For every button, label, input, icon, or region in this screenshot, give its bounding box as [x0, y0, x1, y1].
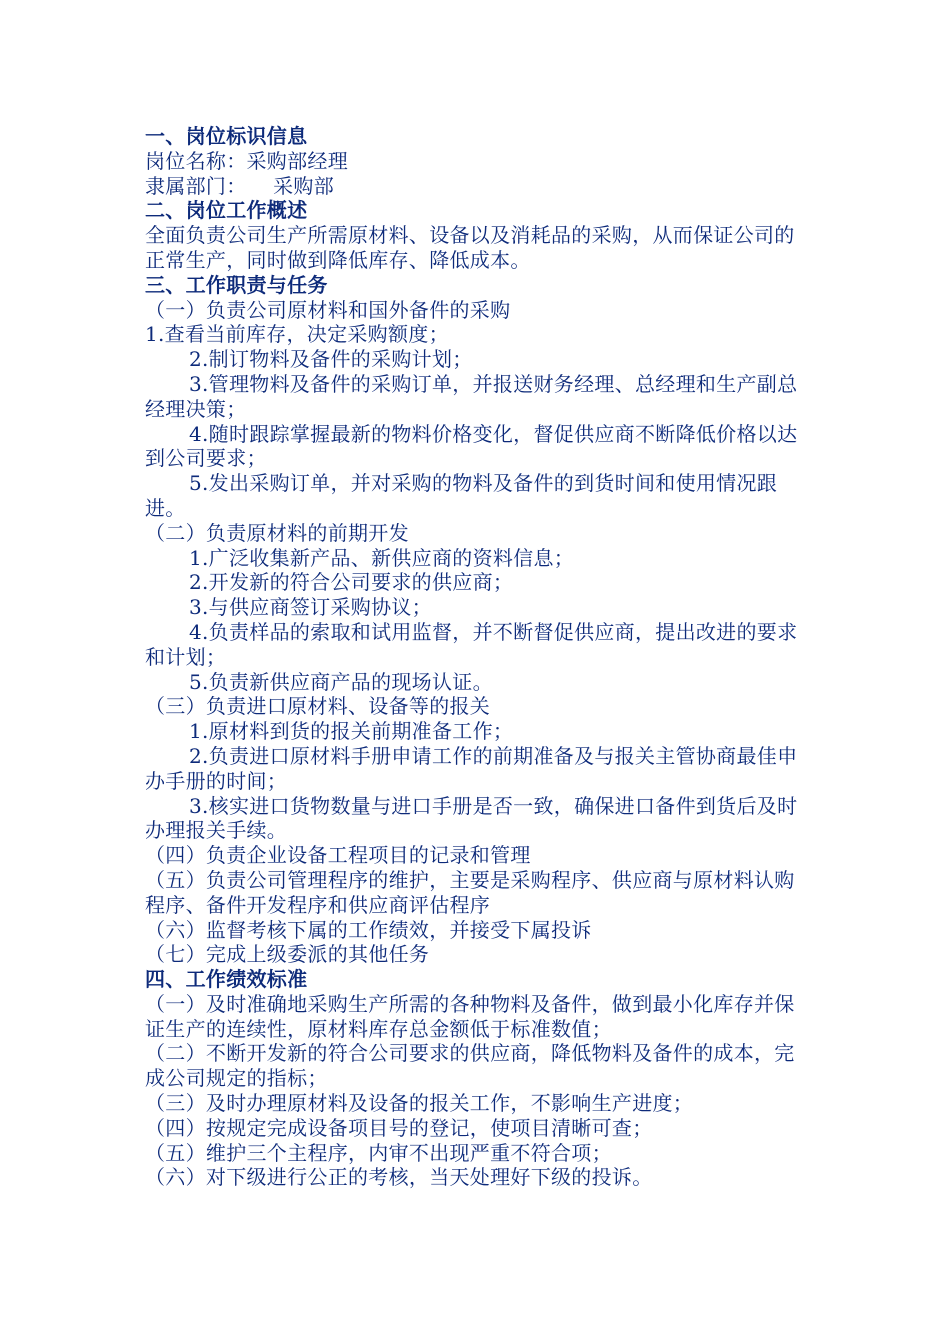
duty-item: 4.负责样品的索取和试用监督，并不断督促供应商，提出改进的要求和计划； — [145, 619, 798, 669]
duty-item: 2.负责进口原材料手册申请工作的前期准备及与报关主管协商最佳申办手册的时间； — [145, 743, 798, 793]
duty-item: 1.广泛收集新产品、新供应商的资料信息； — [189, 545, 575, 570]
duty-group-5-title: （五）负责公司管理程序的维护，主要是采购程序、供应商与原材料认购程序、备件开发程序和供应商评估程序 — [145, 867, 795, 917]
duty-group-1-title: （一）负责公司原材料和国外备件的采购 — [145, 297, 511, 322]
duty-item: 4.随时跟踪掌握最新的物料价格变化，督促供应商不断降低价格以达到公司要求； — [145, 421, 798, 471]
section-3-title: 三、工作职责与任务 — [145, 272, 328, 297]
section-4-title: 四、工作绩效标准 — [145, 967, 308, 992]
section-2-title: 二、岗位工作概述 — [145, 198, 308, 223]
performance-item: （四）按规定完成设备项目号的登记，使项目清晰可查； — [145, 1115, 653, 1140]
duty-item: 2.制订物料及备件的采购计划； — [189, 347, 473, 372]
duty-item: 5.发出采购订单，并对采购的物料及备件的到货时间和使用情况跟进。 — [145, 471, 778, 520]
duty-item: 1.原材料到货的报关前期准备工作； — [189, 719, 514, 744]
section-2-body: 全面负责公司生产所需原材料、设备以及消耗品的采购，从而保证公司的正常生产，同时做到降低库存、降低成本。 — [145, 223, 795, 272]
duty-item: 3.核实进口货物数量与进口手册是否一致，确保进口备件到货后及时办理报关手续。 — [145, 793, 798, 843]
performance-item: （五）维护三个主程序，内审不出现严重不符合项； — [145, 1140, 612, 1165]
duty-item: 5.负责新供应商产品的现场认证。 — [189, 669, 493, 694]
duty-group-7-title: （七）完成上级委派的其他任务 — [145, 942, 430, 967]
position-name-line: 岗位名称：采购部经理 — [145, 148, 348, 173]
duty-group-3-title: （三）负责进口原材料、设备等的报关 — [145, 694, 491, 719]
duty-group-2-title: （二）负责原材料的前期开发 — [145, 520, 409, 545]
performance-item: （六）对下级进行公正的考核，当天处理好下级的投诉。 — [145, 1165, 653, 1190]
performance-item: （三）及时办理原材料及设备的报关工作，不影响生产进度； — [145, 1091, 694, 1116]
department-line: 隶属部门： 采购部 — [145, 173, 335, 198]
duty-item: 3.与供应商签订采购协议； — [189, 595, 432, 620]
duty-item: 2.开发新的符合公司要求的供应商； — [189, 570, 514, 595]
duty-group-6-title: （六）监督考核下属的工作绩效，并接受下属投诉 — [145, 917, 592, 942]
duty-item: 3.管理物料及备件的采购订单，并报送财务经理、总经理和生产副总经理决策； — [145, 371, 798, 421]
document-page — [145, 124, 813, 1190]
duty-item: 1.查看当前库存，决定采购额度； — [145, 322, 449, 347]
performance-item: （二）不断开发新的符合公司要求的供应商，降低物料及备件的成本，完成公司规定的指标； — [145, 1041, 795, 1091]
performance-item: （一）及时准确地采购生产所需的各种物料及备件，做到最小化库存并保证生产的连续性，原材料库存总金额低于标准数值； — [145, 991, 795, 1041]
duty-group-4-title: （四）负责企业设备工程项目的记录和管理 — [145, 843, 531, 868]
section-1-title: 一、岗位标识信息 — [145, 124, 308, 148]
